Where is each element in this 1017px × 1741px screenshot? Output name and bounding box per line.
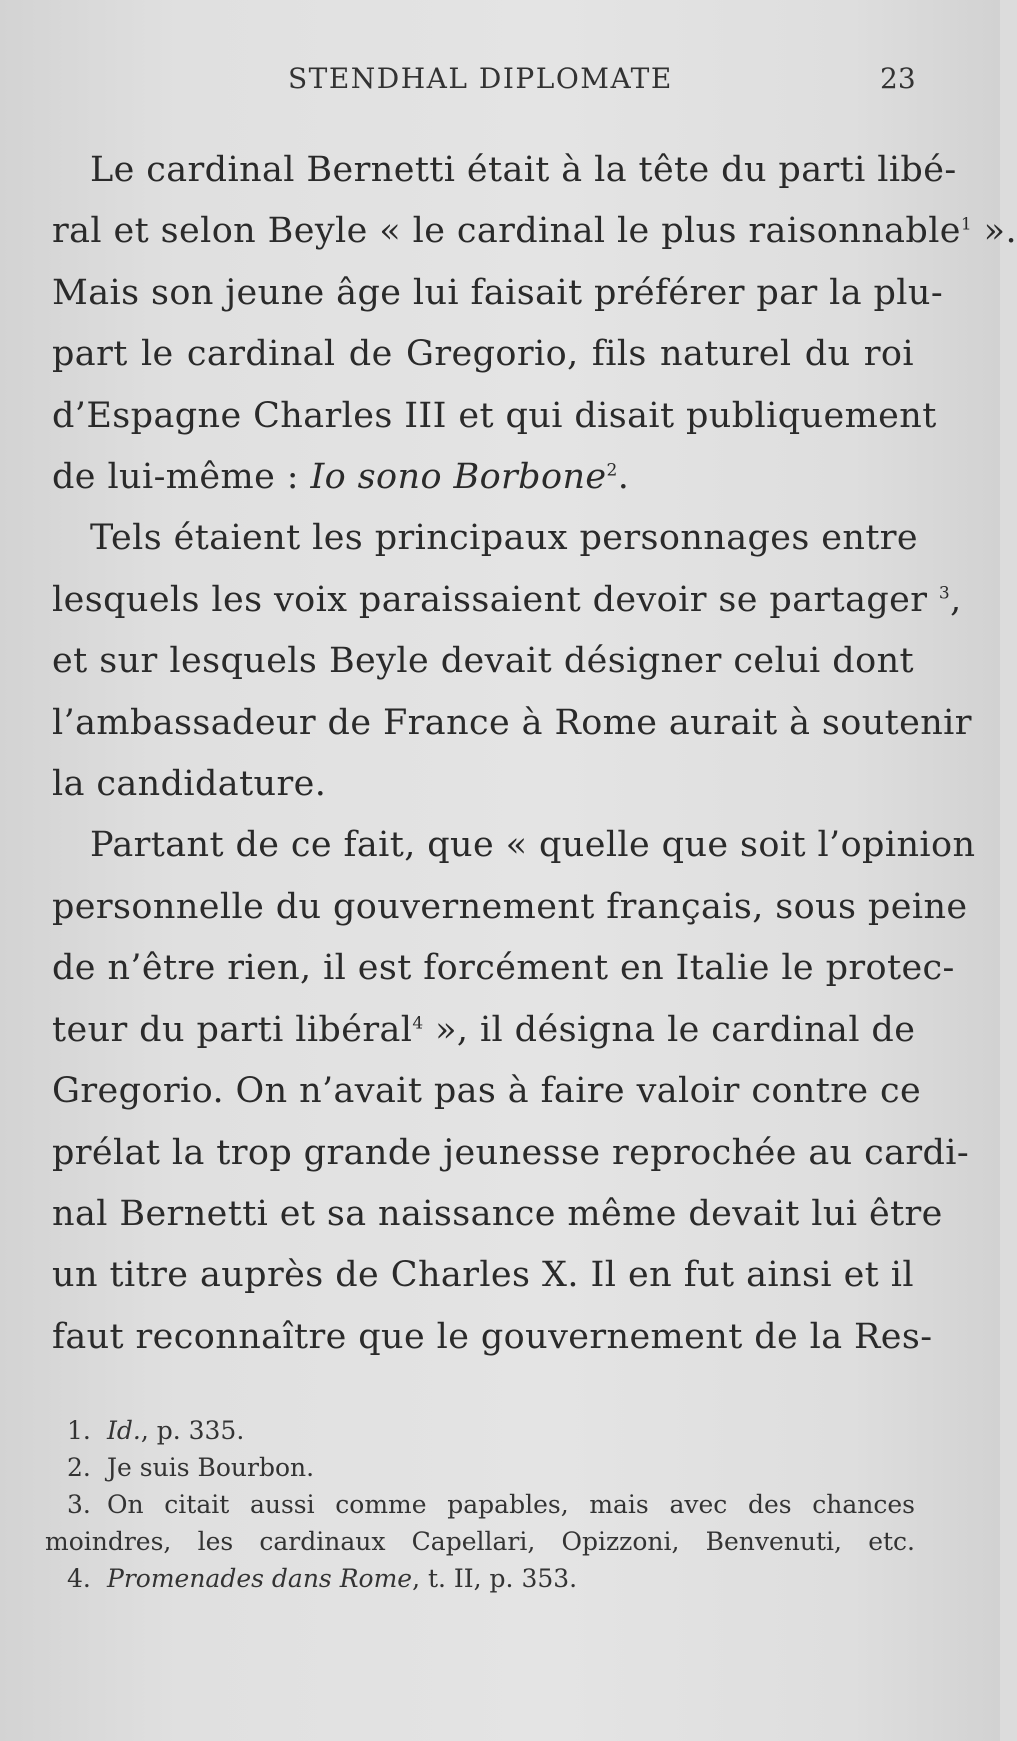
text-run: lesquels les voix paraissaient devoir se partager [52, 579, 939, 620]
italic-phrase: Promenades dans Rome [107, 1564, 413, 1593]
text-line [52, 201, 1017, 262]
footnote-text: Je suis Bourbon. [107, 1453, 315, 1482]
footnote-4 [45, 1560, 915, 1597]
italic-phrase: Id. [107, 1416, 141, 1445]
footnote-ref-3: 3 [938, 583, 951, 604]
text-line: et sur lesquels Beyle devait désigner celui dont [52, 641, 914, 682]
text-line: Gregorio. On n’avait pas à faire valoir contre ce [52, 1071, 922, 1112]
footnote-text: , t. II, p. 353. [412, 1564, 578, 1593]
text-line [52, 447, 914, 508]
text-run: ». [972, 211, 1017, 252]
text-line: Tels étaient les principaux personnages entre [90, 518, 919, 559]
text-line: nal Bernetti et sa naissance même devait lui être [52, 1193, 943, 1234]
footnote-number: 4. [67, 1564, 91, 1593]
footnote-text: , p. 335. [140, 1416, 245, 1445]
text-line: la candidature. [52, 764, 327, 805]
text-run: de lui-même : [52, 457, 311, 498]
text-line: Mais son jeune âge lui faisait préférer par la plu- [52, 272, 944, 313]
text-line: faut reconnaître que le gouvernement de la Res- [52, 1316, 933, 1357]
text-run: . [617, 457, 630, 498]
text-run: ral et selon Beyle « le cardinal le plus raisonnable [52, 211, 961, 252]
footnote-1 [45, 1412, 915, 1449]
footnote-ref-4: 4 [412, 1013, 424, 1034]
footnote-3 [45, 1486, 915, 1523]
text-run: , [950, 579, 962, 620]
footnote-number: 1. [67, 1416, 91, 1445]
text-line: Partant de ce fait, que « quelle que soit l’opinion [90, 825, 976, 866]
text-line: l’ambassadeur de France à Rome aurait à soutenir [52, 702, 972, 743]
footnote-2 [45, 1449, 915, 1486]
footnote-number: 2. [67, 1453, 91, 1482]
footnote-ref-1: 1 [960, 214, 973, 235]
text-line: un titre auprès de Charles X. Il en fut ainsi et il [52, 1255, 914, 1296]
footnote-number: 3. [67, 1490, 91, 1519]
text-line: de n’être rien, il est forcément en Italie le protec- [52, 948, 955, 989]
footnote-ref-2: 2 [606, 460, 618, 481]
text-line: d’Espagne Charles III et qui disait publiquement [52, 395, 937, 436]
footnote-text: On citait aussi comme papables, mais avec des chances [107, 1490, 915, 1519]
running-head [0, 62, 1000, 102]
running-title: STENDHAL DIPLOMATE [288, 62, 673, 95]
text-line: Le cardinal Bernetti était à la tête du parti libé- [90, 150, 957, 190]
text-run: teur du parti libéral [52, 1009, 413, 1050]
text-line: part le cardinal de Gregorio, fils naturel du roi [52, 334, 914, 375]
footnote-3-continuation: moindres, les cardinaux Capellari, Opizzoni, Benvenuti, etc. [45, 1527, 915, 1556]
text-line: personnelle du gouvernement français, sous peine [52, 886, 968, 927]
paragraph-3 [52, 815, 976, 1368]
text-run: », il désigna le cardinal de [423, 1009, 916, 1050]
text-line: prélat la trop grande jeunesse reprochée au cardi- [52, 1132, 970, 1173]
body-text [52, 140, 1017, 1368]
text-line [52, 570, 962, 631]
italic-phrase: Io sono Borbone [310, 457, 607, 498]
paragraph-2 [52, 508, 972, 815]
page-number: 23 [880, 62, 916, 95]
paragraph-1 [52, 140, 1017, 508]
footnotes [45, 1412, 915, 1597]
text-line [52, 1000, 914, 1061]
